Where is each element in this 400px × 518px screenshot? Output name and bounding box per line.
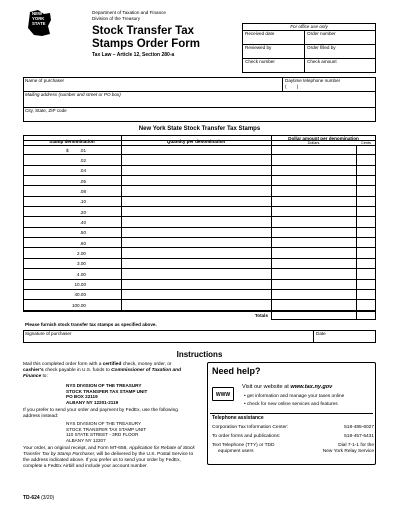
stamp-row (23, 300, 376, 310)
instructions-paragraph-3: Your order, an original receipt, and Form MT-658, Application for Rebate of Stock Transfer Tax by Stamp Purchaser, will be delivered by the U.S. Postal Service to the address indicated above. If you prefer us to send your order by FedEx, complete a FedEx Airbill and include your account number. (23, 446, 195, 469)
dollars-input[interactable] (271, 228, 356, 237)
stamp-row (23, 197, 376, 207)
dollars-input[interactable] (271, 155, 356, 164)
dollars-input[interactable] (271, 290, 356, 299)
stamp-denomination: .50 (79, 230, 86, 236)
dollars-input[interactable] (271, 176, 356, 185)
stamp-row (23, 207, 376, 217)
stamp-row (23, 176, 376, 186)
purchaser-name-field[interactable]: Name of purchaser (25, 78, 65, 83)
phone-number: Dial 7-1-1 for the (338, 443, 374, 448)
form-title-line2: Stamps Order Form (92, 37, 200, 50)
stamp-denomination: .04 (79, 168, 86, 174)
cents-input[interactable] (356, 207, 376, 216)
order-filled-by-field[interactable]: Order filled by (307, 45, 336, 50)
instructions-heading: Instructions (176, 350, 223, 359)
stamp-denomination: 40.00 (74, 292, 86, 298)
instructions-paragraph-2: If you prefer to send your order and payment by FedEx, use the following address instead: (23, 408, 178, 419)
phone-label: To order forms and publications: (212, 434, 281, 439)
help-bullet-1: • get information and manage your taxes online (244, 394, 345, 399)
check-amount-field[interactable]: Check amount (307, 59, 337, 64)
cents-input[interactable] (356, 238, 376, 247)
quantity-input[interactable] (121, 186, 271, 195)
col-header-amount: Dollar amount per denomination (288, 136, 359, 141)
stamp-row (23, 217, 376, 227)
stamp-row (23, 280, 376, 290)
stamp-row (23, 269, 376, 279)
col-header-cents: Cents (361, 141, 371, 145)
date-field[interactable]: Date (316, 331, 326, 336)
order-number-field[interactable]: Order number (307, 31, 336, 36)
stamp-denomination: 10.00 (74, 282, 86, 288)
col-header-quantity: Quantity per denomination (166, 139, 226, 144)
col-header-denomination: Stamp denomination (49, 139, 95, 144)
phone-label: equipment users (218, 449, 254, 454)
nys-logo (24, 8, 56, 40)
stamp-row (23, 186, 376, 196)
dollars-input[interactable] (271, 238, 356, 247)
quantity-input[interactable] (121, 259, 271, 268)
cents-input[interactable] (356, 280, 376, 289)
stamp-row (23, 290, 376, 300)
quantity-input[interactable] (121, 145, 271, 154)
dollars-input[interactable] (271, 249, 356, 258)
totals-cents-field[interactable] (356, 311, 376, 320)
dollars-input[interactable] (271, 259, 356, 268)
stamp-row (23, 145, 376, 155)
stamp-denomination: .01 (79, 147, 86, 153)
stamps-footnote: Please furnish stock transfer tax stamps as specified above. (25, 322, 157, 327)
quantity-input[interactable] (121, 249, 271, 258)
totals-dollars-field[interactable] (271, 311, 357, 320)
totals-label: Totals (254, 313, 268, 318)
cents-input[interactable] (356, 249, 376, 258)
stamp-denomination: .20 (79, 209, 86, 215)
need-help-heading: Need help? (212, 366, 261, 376)
www-icon: WWW (212, 387, 234, 401)
cents-input[interactable] (356, 300, 376, 309)
dollars-input[interactable] (271, 207, 356, 216)
form-identifier: TD-624 (3/20) (23, 495, 55, 501)
stamp-row (23, 249, 376, 259)
quantity-input[interactable] (121, 290, 271, 299)
cents-input[interactable] (356, 166, 376, 175)
website-line: Visit our website at www.tax.ny.gov (242, 384, 333, 390)
cents-input[interactable] (356, 217, 376, 226)
logo-word: YORK (32, 15, 45, 21)
stamp-denomination: 100.00 (71, 302, 86, 308)
cents-input[interactable] (356, 290, 376, 299)
division-name: Division of the Treasury (92, 15, 140, 21)
phone-label: Corporation Tax Information Center: (212, 425, 289, 430)
col-header-dollars: Dollars (307, 141, 320, 145)
instructions-paragraph-1: Mail this completed order form with a certified check, money order, or cashier's check payable in U.S. funds to Commissioner of Taxation and Finance to: (23, 362, 181, 379)
form-subtitle: Tax Law – Article 12, Section 280-a (92, 52, 175, 58)
form-title-line1: Stock Transfer Tax (92, 25, 195, 37)
website-link[interactable]: www.tax.ny.gov (290, 384, 333, 390)
stamp-row (23, 259, 376, 269)
telephone-heading: Telephone assistance (212, 415, 264, 421)
stamp-row (23, 228, 376, 238)
quantity-input[interactable] (121, 300, 271, 309)
stamp-denomination: .05 (79, 178, 86, 184)
received-date-field[interactable]: Received date (245, 31, 275, 36)
phone-area-code[interactable]: ( ) (285, 84, 299, 89)
stamp-row (23, 238, 376, 248)
quantity-input[interactable] (121, 207, 271, 216)
quantity-input[interactable] (121, 217, 271, 226)
dollars-input[interactable] (271, 186, 356, 195)
dollars-input[interactable] (271, 166, 356, 175)
stamp-denomination: .60 (79, 240, 86, 246)
stamp-denomination: 2.00 (77, 251, 86, 256)
cents-input[interactable] (356, 186, 376, 195)
quantity-input[interactable] (121, 166, 271, 175)
dollars-input[interactable] (271, 217, 356, 226)
dollars-input[interactable] (271, 269, 356, 278)
quantity-input[interactable] (121, 197, 271, 206)
stamp-denomination: 4.00 (77, 271, 86, 277)
dollars-input[interactable] (271, 145, 356, 154)
quantity-input[interactable] (121, 238, 271, 247)
department-name: Department of Taxation and Finance (92, 10, 166, 15)
logo-word: NEW (32, 11, 43, 16)
help-bullet-2: • check for new online services and features (244, 402, 338, 407)
phone-number: 518-485-6027 (344, 425, 374, 430)
city-state-zip-field[interactable]: City, State, ZIP code (25, 108, 67, 113)
stamp-denomination: .08 (79, 188, 86, 194)
quantity-input[interactable] (121, 228, 271, 237)
dollars-input[interactable] (271, 300, 356, 309)
cents-input[interactable] (356, 176, 376, 185)
phone-label: Text Telephone (TTY) or TDD (212, 443, 275, 448)
phone-field[interactable]: Daytime telephone number (285, 78, 341, 83)
logo-word: STATE (32, 20, 46, 26)
cents-input[interactable] (356, 155, 376, 164)
mailing-address-block: NYS DIVISION OF THE TREASURY STOCK TRANSFER TAX STAMP UNIT PO BOX 22119 ALBANY NY 12201-2119 (66, 383, 148, 406)
dollar-sign: $ (66, 147, 69, 153)
stamp-denomination: .02 (79, 157, 86, 163)
fedex-address-block: NYS DIVISION OF THE TREASURY STOCK TRANSFER TAX STAMP UNIT 110 STATE STREET - 3RD FLOOR ALBANY NY 12207 (66, 421, 147, 444)
quantity-input[interactable] (121, 155, 271, 164)
cents-input[interactable] (356, 269, 376, 278)
phone-number: 518-457-5431 (344, 434, 374, 439)
quantity-input[interactable] (121, 176, 271, 185)
stamp-denomination: 3.00 (77, 261, 86, 267)
quantity-input[interactable] (121, 280, 271, 289)
cents-input[interactable] (356, 197, 376, 206)
stamp-denomination: .40 (79, 219, 86, 225)
cents-input[interactable] (356, 145, 376, 154)
stamp-row (23, 155, 376, 165)
office-use-heading: For office use only (290, 24, 328, 29)
stamp-row (23, 166, 376, 176)
signature-field[interactable]: Signature of purchaser (25, 331, 72, 336)
stamps-table-title: New York State Stock Transfer Tax Stamps (138, 126, 261, 132)
check-number-field[interactable]: Check number (245, 59, 275, 64)
quantity-input[interactable] (121, 269, 271, 278)
cents-input[interactable] (356, 259, 376, 268)
dollars-input[interactable] (271, 197, 356, 206)
dollars-input[interactable] (271, 280, 356, 289)
mailing-address-field[interactable]: Mailing address (number and street or PO box) (25, 92, 121, 97)
reviewed-by-field[interactable]: Reviewed by (245, 45, 272, 50)
purchaser-block (23, 77, 376, 122)
cents-input[interactable] (356, 228, 376, 237)
stamp-denomination: .10 (79, 199, 86, 205)
phone-number: New York Relay Service (322, 449, 374, 454)
